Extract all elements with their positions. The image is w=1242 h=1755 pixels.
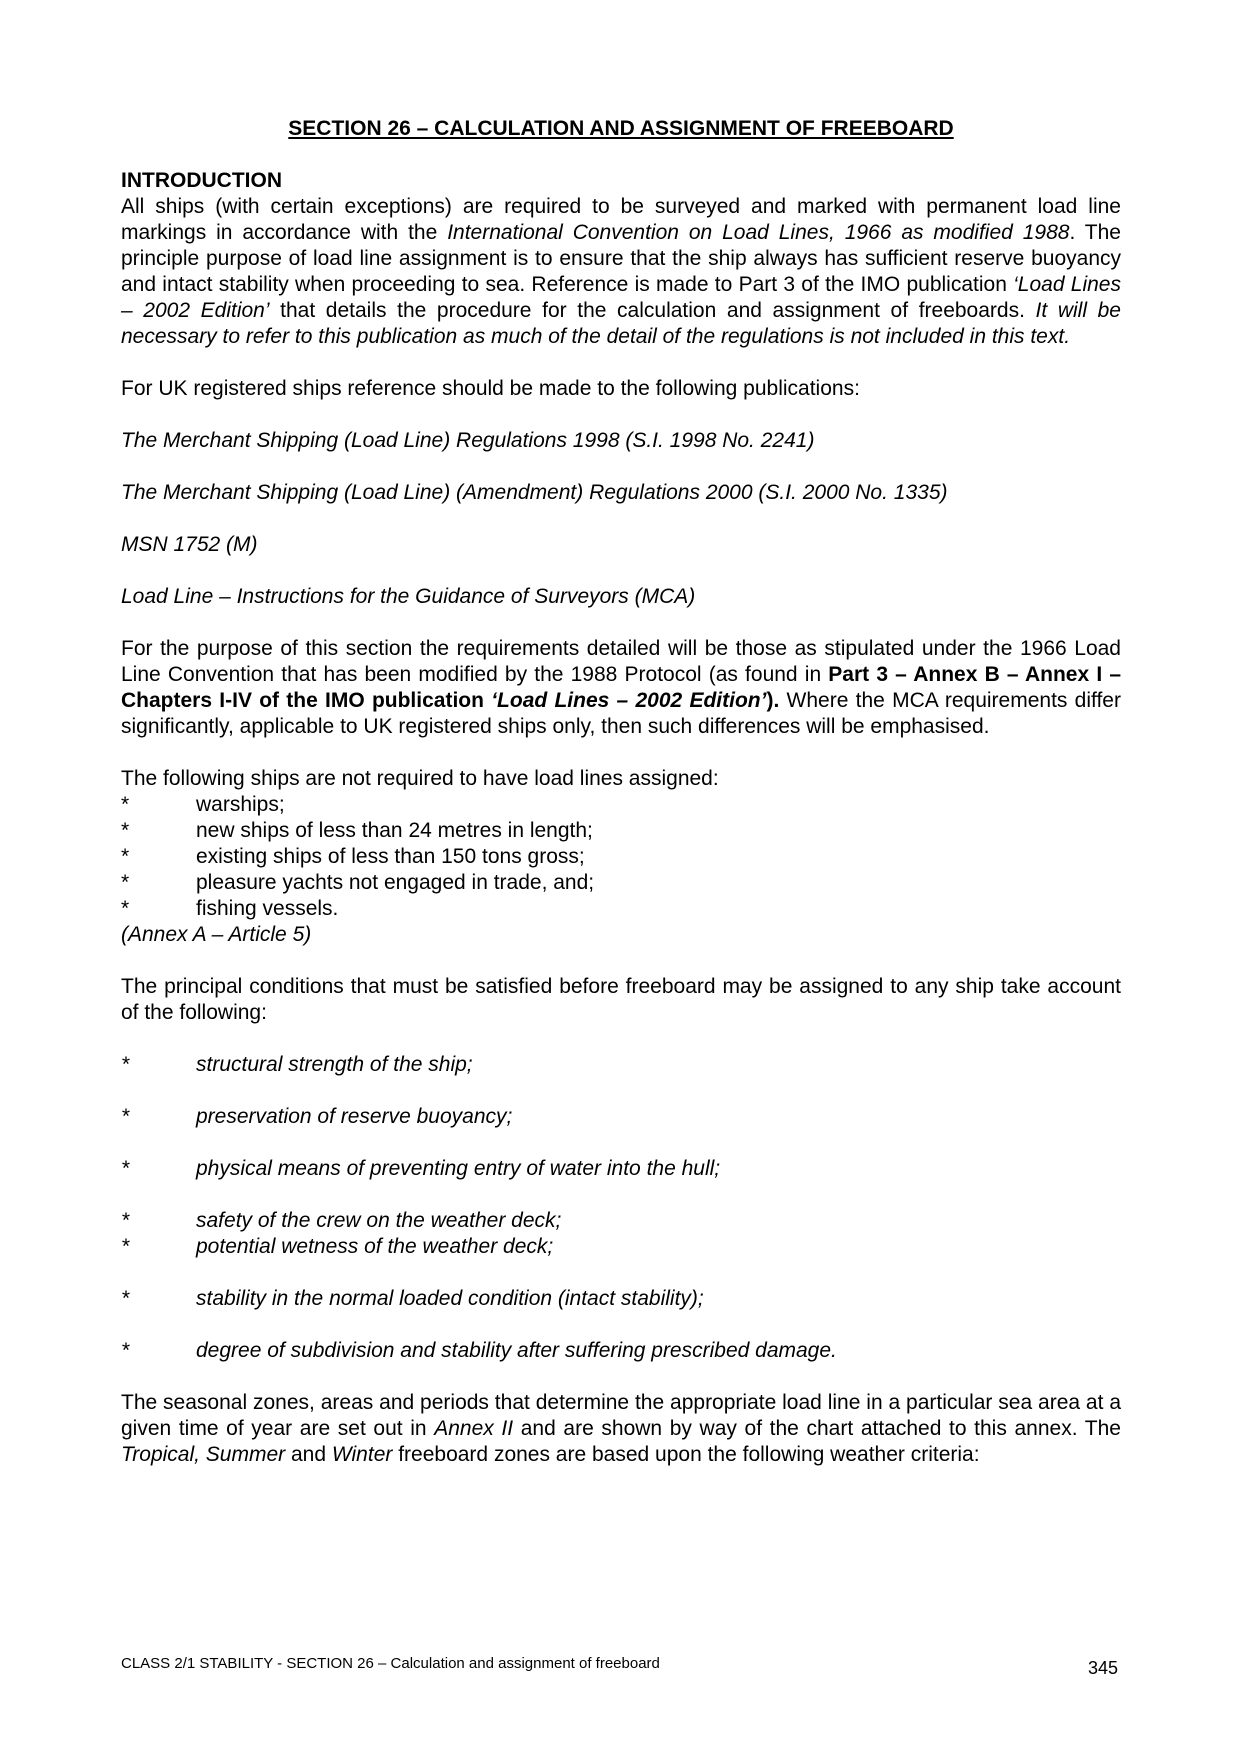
list-item-text: warships; <box>196 793 285 816</box>
zones-text-1: The seasonal zones, areas and periods that determine the appropriate load line in a particular sea area at a given time of year are set out in <box>121 1391 1121 1440</box>
list-item-text: potential wetness of the weather deck; <box>196 1235 554 1258</box>
list-item-text: physical means of preventing entry of water into the hull; <box>196 1157 721 1180</box>
intro-paragraph <box>121 194 1121 350</box>
list-item <box>121 1286 1121 1312</box>
publication-item: MSN 1752 (M) <box>121 533 258 556</box>
bullet-marker: * <box>121 1157 130 1180</box>
bullet-marker: * <box>121 1235 130 1258</box>
bullet-marker: * <box>121 1339 130 1362</box>
bullet-marker: * <box>121 897 130 920</box>
annex-name: Annex II <box>434 1417 514 1440</box>
list-item-text: degree of subdivision and stability after suffering prescribed damage. <box>196 1339 837 1362</box>
list-item <box>121 1156 1121 1182</box>
list-item <box>121 792 1121 818</box>
exempt-ships-intro: The following ships are not required to have load lines assigned: <box>121 767 719 790</box>
purpose-paragraph <box>121 636 1121 740</box>
bullet-marker: * <box>121 1053 130 1076</box>
purpose-text-2: Where the MCA requirements differ significantly, applicable to UK registered ships only, then such differences will be emphasised. <box>121 689 1121 738</box>
zones-text-2: and are shown by way of the chart attached to this annex. The <box>513 1417 1121 1440</box>
winter-zone-name: Winter <box>331 1443 393 1466</box>
zones-text-3: and <box>285 1443 332 1466</box>
page-body <box>121 168 1121 1468</box>
annex-reference: (Annex A – Article 5) <box>121 923 312 946</box>
bullet-marker: * <box>121 871 130 894</box>
bullet-marker: * <box>121 1209 130 1232</box>
intro-note: It will be necessary to refer to this publication as much of the detail of the regulations is not included in this text. <box>121 299 1121 348</box>
list-item-text: pleasure yachts not engaged in trade, and; <box>196 871 595 894</box>
purpose-reference: Part 3 – Annex B – Annex I – Chapters I-IV of the IMO publication <box>121 663 1122 712</box>
bullet-marker: * <box>121 845 130 868</box>
list-item-text: fishing vessels. <box>196 897 339 920</box>
zone-names: Tropical, Summer <box>121 1443 286 1466</box>
purpose-text-1: For the purpose of this section the requirements detailed will be those as stipulated under the 1966 Load Line Convention that has been modified by the 1988 Protocol (as found in <box>121 637 1121 686</box>
convention-name: International Convention on Load Lines, 1966 as modified 1988 <box>447 221 1070 244</box>
publication-item: The Merchant Shipping (Load Line) Regulations 1998 (S.I. 1998 No. 2241) <box>121 429 815 452</box>
intro-text-2: . The principle purpose of load line assignment is to ensure that the ship always has sufficient reserve buoyancy and intact stability when proceeding to sea. Reference is made to Part 3 of the IMO publication <box>121 221 1121 296</box>
list-item <box>121 1338 1121 1364</box>
bullet-marker: * <box>121 793 130 816</box>
list-item <box>121 1234 1121 1260</box>
section-title: SECTION 26 – CALCULATION AND ASSIGNMENT OF FREEBOARD <box>288 117 954 140</box>
list-item <box>121 818 1121 844</box>
bullet-marker: * <box>121 1287 130 1310</box>
introduction-heading: INTRODUCTION <box>121 169 282 192</box>
page-footer: CLASS 2/1 STABILITY - SECTION 26 – Calculation and assignment of freeboard <box>121 1655 660 1672</box>
list-item <box>121 844 1121 870</box>
imo-publication-name: ‘Load Lines – 2002 Edition’ <box>121 273 1121 322</box>
list-item <box>121 896 1121 922</box>
list-item-text: structural strength of the ship; <box>196 1053 473 1076</box>
seasonal-zones-paragraph <box>121 1390 1121 1468</box>
bullet-marker: * <box>121 819 130 842</box>
uk-publications-intro: For UK registered ships reference should be made to the following publications: <box>121 377 860 400</box>
list-item-text: preservation of reserve buoyancy; <box>196 1105 513 1128</box>
publication-item: The Merchant Shipping (Load Line) (Amendment) Regulations 2000 (S.I. 2000 No. 1335) <box>121 481 948 504</box>
list-item-text: existing ships of less than 150 tons gross; <box>196 845 585 868</box>
intro-text-1: All ships (with certain exceptions) are required to be surveyed and marked with permanent load line markings in accordance with the <box>121 195 1121 244</box>
zones-text-4: freeboard zones are based upon the following weather criteria: <box>392 1443 980 1466</box>
publication-item: Load Line – Instructions for the Guidance of Surveyors (MCA) <box>121 585 696 608</box>
purpose-publication-name: ‘Load Lines – 2002 Edition’ <box>491 689 767 712</box>
list-item <box>121 1208 1121 1234</box>
list-item <box>121 1104 1121 1130</box>
list-item <box>121 870 1121 896</box>
page-number: 345 <box>1088 1658 1119 1678</box>
list-item-text: safety of the crew on the weather deck; <box>196 1209 562 1232</box>
intro-text-3: that details the procedure for the calculation and assignment of freeboards. <box>269 299 1036 322</box>
purpose-reference-close: ). <box>766 689 780 712</box>
bullet-marker: * <box>121 1105 130 1128</box>
conditions-intro: The principal conditions that must be satisfied before freeboard may be assigned to any ship take account of the following: <box>121 975 1121 1024</box>
list-item-text: new ships of less than 24 metres in length; <box>196 819 593 842</box>
list-item <box>121 1052 1121 1078</box>
list-item-text: stability in the normal loaded condition (intact stability); <box>196 1287 704 1310</box>
